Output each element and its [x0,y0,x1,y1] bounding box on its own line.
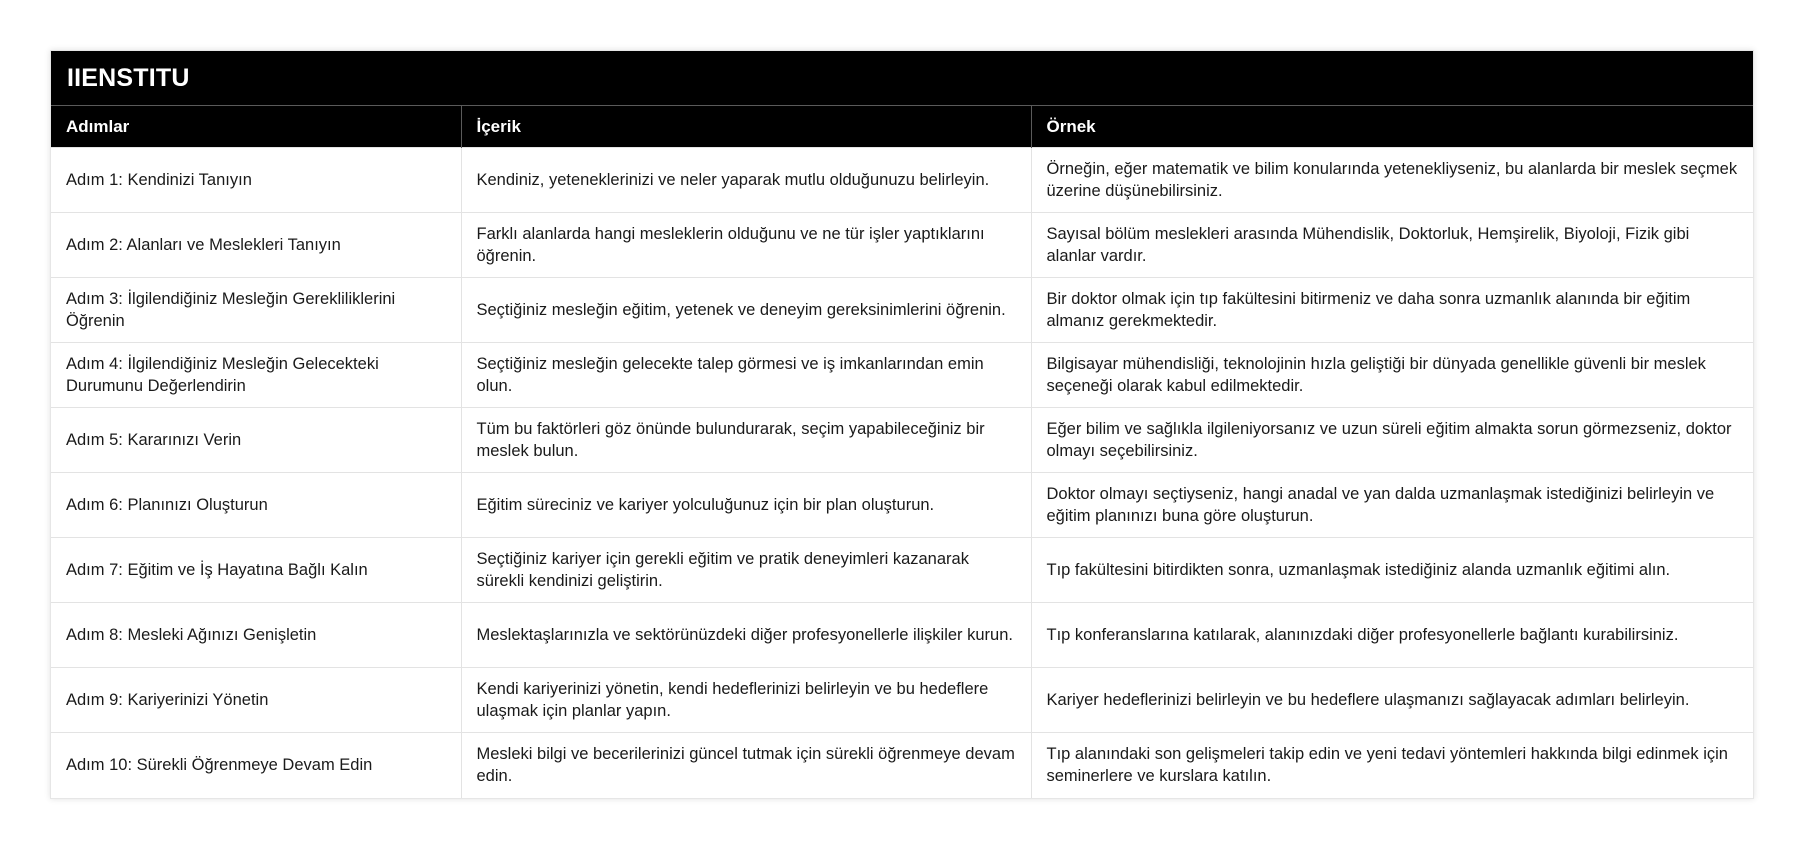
example-cell: Kariyer hedeflerinizi belirleyin ve bu hedeflere ulaşmanızı sağlayacak adımları belirleyin. [1031,668,1753,733]
table-header [51,106,1753,148]
step-cell: Adım 1: Kendinizi Tanıyın [51,148,461,213]
content-cell: Kendiniz, yeteneklerinizi ve neler yaparak mutlu olduğunuzu belirleyin. [461,148,1031,213]
step-cell: Adım 2: Alanları ve Meslekleri Tanıyın [51,213,461,278]
table-row [51,668,1753,733]
table-row [51,148,1753,213]
table-row [51,278,1753,343]
career-steps-table [51,105,1753,798]
content-cell: Seçtiğiniz mesleğin eğitim, yetenek ve deneyim gereksinimlerini öğrenin. [461,278,1031,343]
table-row [51,603,1753,668]
step-cell: Adım 10: Sürekli Öğrenmeye Devam Edin [51,733,461,798]
content-cell: Tüm bu faktörleri göz önünde bulundurarak, seçim yapabileceğiniz bir meslek bulun. [461,408,1031,473]
example-cell: Bilgisayar mühendisliği, teknolojinin hızla geliştiği bir dünyada genellikle güvenli bir meslek seçeneği olarak kabul edilmektedir. [1031,343,1753,408]
content-cell: Farklı alanlarda hangi mesleklerin olduğunu ve ne tür işler yaptıklarını öğrenin. [461,213,1031,278]
brand-header [51,51,1753,105]
example-cell: Tıp konferanslarına katılarak, alanınızdaki diğer profesyonellerle bağlantı kurabilirsiniz. [1031,603,1753,668]
steps-table-card [50,50,1754,799]
content-cell: Kendi kariyerinizi yönetin, kendi hedeflerinizi belirleyin ve bu hedeflere ulaşmak için planlar yapın. [461,668,1031,733]
step-cell: Adım 9: Kariyerinizi Yönetin [51,668,461,733]
content-cell: Seçtiğiniz mesleğin gelecekte talep görmesi ve iş imkanlarından emin olun. [461,343,1031,408]
step-cell: Adım 6: Planınızı Oluşturun [51,473,461,538]
brand-title: IIENSTITU [67,63,190,92]
table-row [51,733,1753,798]
content-cell: Eğitim süreciniz ve kariyer yolculuğunuz için bir plan oluşturun. [461,473,1031,538]
step-cell: Adım 4: İlgilendiğiniz Mesleğin Gelecekteki Durumunu Değerlendirin [51,343,461,408]
example-cell: Tıp fakültesini bitirdikten sonra, uzmanlaşmak istediğiniz alanda uzmanlık eğitimi alın. [1031,538,1753,603]
table-row [51,408,1753,473]
example-cell: Eğer bilim ve sağlıkla ilgileniyorsanız ve uzun süreli eğitim almakta sorun görmezseniz, doktor olmayı seçebilirsiniz. [1031,408,1753,473]
table-body [51,148,1753,798]
table-row [51,213,1753,278]
step-cell: Adım 5: Kararınızı Verin [51,408,461,473]
column-header-steps: Adımlar [51,106,461,148]
table-row [51,538,1753,603]
column-header-example: Örnek [1031,106,1753,148]
example-cell: Doktor olmayı seçtiyseniz, hangi anadal ve yan dalda uzmanlaşmak istediğinizi belirleyin ve eğitim planınızı buna göre oluşturun. [1031,473,1753,538]
step-cell: Adım 7: Eğitim ve İş Hayatına Bağlı Kalın [51,538,461,603]
step-cell: Adım 8: Mesleki Ağınızı Genişletin [51,603,461,668]
content-cell: Mesleki bilgi ve becerilerinizi güncel tutmak için sürekli öğrenmeye devam edin. [461,733,1031,798]
table-row [51,343,1753,408]
table-row [51,473,1753,538]
content-cell: Seçtiğiniz kariyer için gerekli eğitim ve pratik deneyimleri kazanarak sürekli kendinizi geliştirin. [461,538,1031,603]
example-cell: Sayısal bölüm meslekleri arasında Mühendislik, Doktorluk, Hemşirelik, Biyoloji, Fizik gibi alanlar vardır. [1031,213,1753,278]
step-cell: Adım 3: İlgilendiğiniz Mesleğin Gerekliliklerini Öğrenin [51,278,461,343]
column-header-content: İçerik [461,106,1031,148]
content-cell: Meslektaşlarınızla ve sektörünüzdeki diğer profesyonellerle ilişkiler kurun. [461,603,1031,668]
example-cell: Örneğin, eğer matematik ve bilim konularında yetenekliyseniz, bu alanlarda bir meslek seçmek üzerine düşünebilirsiniz. [1031,148,1753,213]
example-cell: Tıp alanındaki son gelişmeleri takip edin ve yeni tedavi yöntemleri hakkında bilgi edinmek için seminerlere ve kurslara katılın. [1031,733,1753,798]
header-row [51,106,1753,148]
example-cell: Bir doktor olmak için tıp fakültesini bitirmeniz ve daha sonra uzmanlık alanında bir eğitim almanız gerekmektedir. [1031,278,1753,343]
